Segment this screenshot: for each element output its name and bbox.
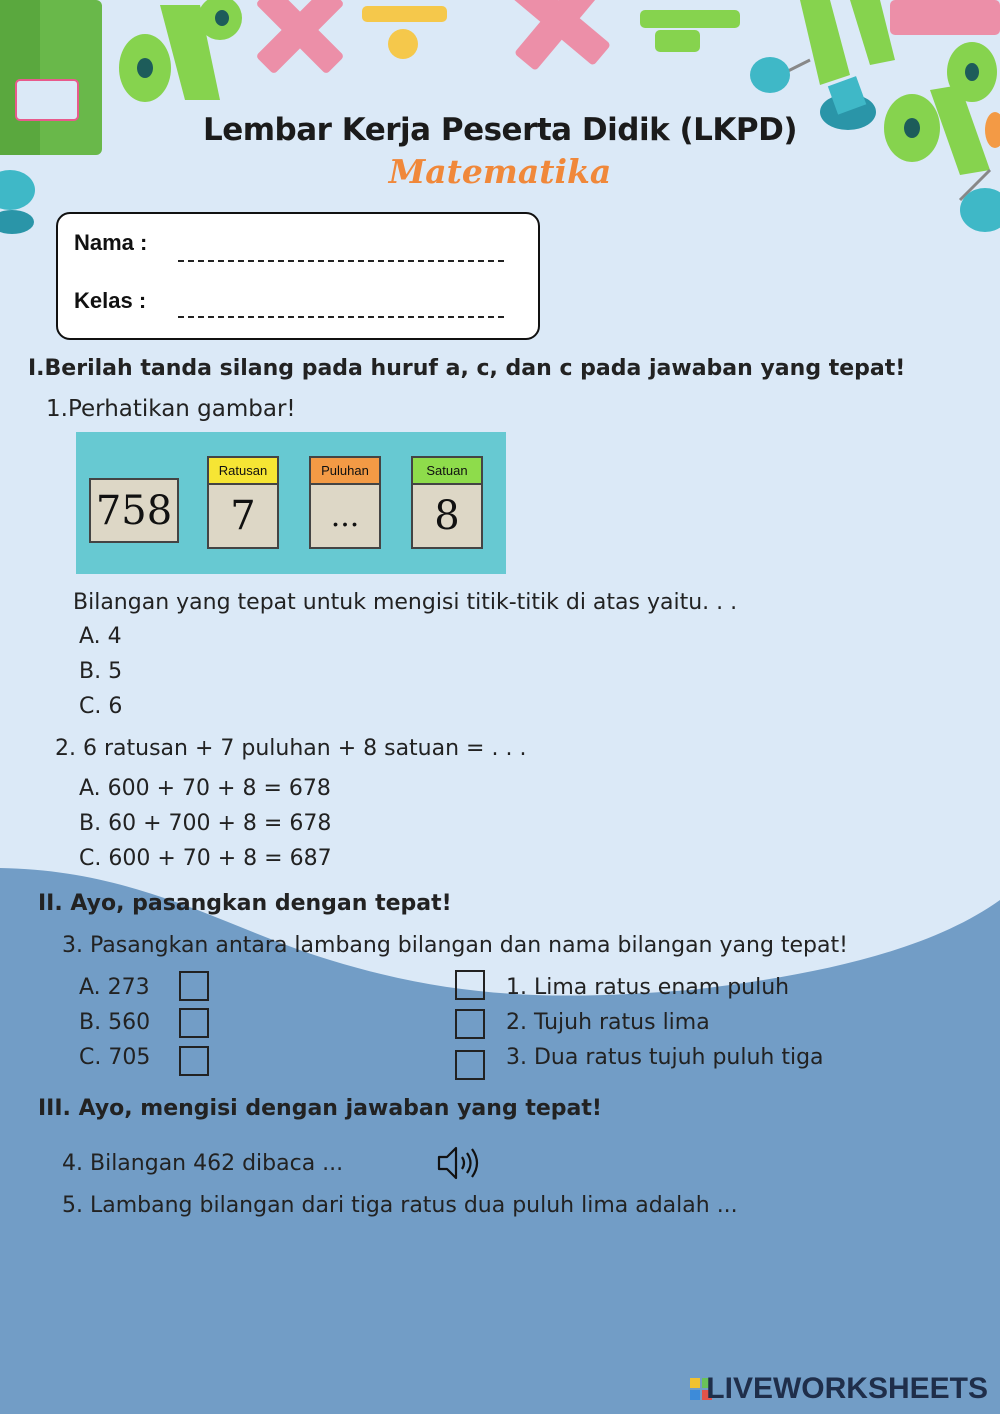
q3-right-2-box[interactable] <box>455 1009 485 1039</box>
speaker-icon[interactable] <box>436 1144 484 1182</box>
identity-box <box>56 212 540 340</box>
place-value-panel <box>76 432 506 574</box>
q3-right-1-box[interactable] <box>455 970 485 1000</box>
q1-option-c[interactable]: C. 6 <box>79 694 123 719</box>
satuan-tag: Satuan <box>411 456 483 483</box>
q4-prompt: 4. Bilangan 462 dibaca ... <box>62 1151 344 1176</box>
q3-left-a: A. 273 <box>79 975 150 1000</box>
class-label: Kelas : <box>74 288 147 313</box>
class-input-line[interactable] <box>178 316 504 318</box>
q1-option-b[interactable]: B. 5 <box>79 659 123 684</box>
q3-left-a-box[interactable] <box>179 971 209 1001</box>
section3-heading: III. Ayo, mengisi dengan jawaban yang tepat! <box>38 1096 602 1121</box>
q3-left-c-box[interactable] <box>179 1046 209 1076</box>
q3-left-c: C. 705 <box>79 1045 151 1070</box>
name-input-line[interactable] <box>178 260 504 262</box>
q2-prompt: 2. 6 ratusan + 7 puluhan + 8 satuan = . . . <box>55 736 527 761</box>
section1-heading: I.Berilah tanda silang pada huruf a, c, dan c pada jawaban yang tepat! <box>28 356 906 381</box>
satuan-value: 8 <box>411 483 483 549</box>
q1-option-a[interactable]: A. 4 <box>79 624 122 649</box>
q1-question: Bilangan yang tepat untuk mengisi titik-titik di atas yaitu. . . <box>73 590 738 615</box>
q3-prompt: 3. Pasangkan antara lambang bilangan dan nama bilangan yang tepat! <box>62 933 848 958</box>
liveworksheets-brand[interactable]: LIVEWORKSHEETS <box>706 1372 988 1405</box>
q3-right-3: 3. Dua ratus tujuh puluh tiga <box>506 1045 824 1070</box>
q3-left-b: B. 560 <box>79 1010 151 1035</box>
puluhan-value[interactable]: ... <box>309 483 381 549</box>
q2-option-c[interactable]: C. 600 + 70 + 8 = 687 <box>79 846 332 871</box>
q2-option-b[interactable]: B. 60 + 700 + 8 = 678 <box>79 811 332 836</box>
puluhan-tag: Puluhan <box>309 456 381 483</box>
q3-right-2: 2. Tujuh ratus lima <box>506 1010 710 1035</box>
section2-heading: II. Ayo, pasangkan dengan tepat! <box>38 891 452 916</box>
q2-option-a[interactable]: A. 600 + 70 + 8 = 678 <box>79 776 331 801</box>
ratusan-value: 7 <box>207 483 279 549</box>
number-tile: 758 <box>89 478 179 543</box>
q1-prompt: 1.Perhatikan gambar! <box>46 396 296 422</box>
q5-prompt: 5. Lambang bilangan dari tiga ratus dua puluh lima adalah ... <box>62 1193 738 1218</box>
q3-right-3-box[interactable] <box>455 1050 485 1080</box>
name-label: Nama : <box>74 230 148 255</box>
page-subtitle: Matematika <box>388 152 612 191</box>
q3-left-b-box[interactable] <box>179 1008 209 1038</box>
q3-right-1: 1. Lima ratus enam puluh <box>506 975 790 1000</box>
page-title: Lembar Kerja Peserta Didik (LKPD) <box>202 112 798 148</box>
ratusan-tag: Ratusan <box>207 456 279 483</box>
